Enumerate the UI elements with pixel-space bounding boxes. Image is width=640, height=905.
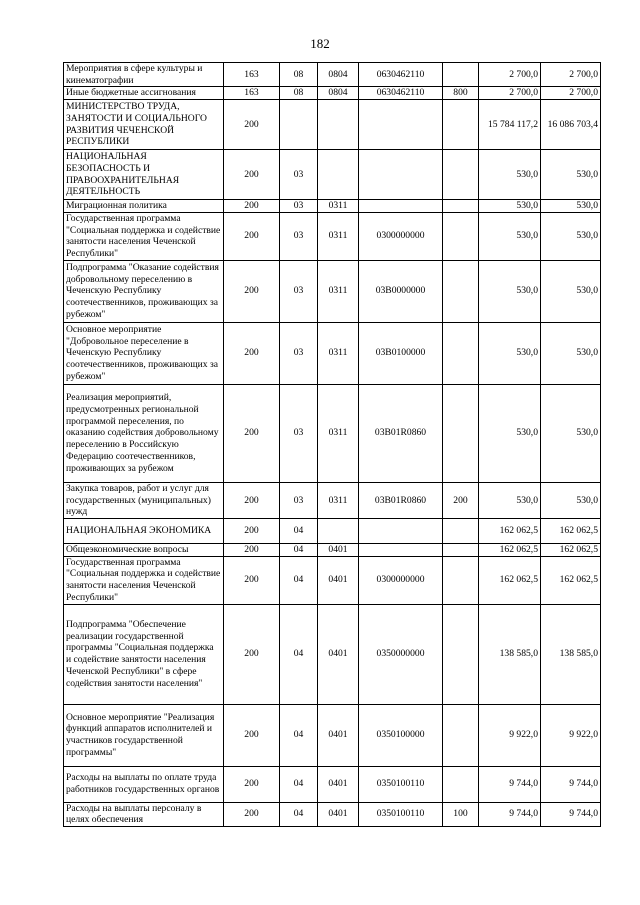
row-name: Государственная программа "Социальная поддержка и содействие занятости населения Чеченской Республики" — [64, 212, 224, 260]
row-amount-year1: 2 700,0 — [479, 87, 541, 100]
row-target-article: 0630462110 — [359, 63, 443, 87]
row-name: Общеэкономические вопросы — [64, 543, 224, 556]
row-grbs: 200 — [224, 604, 280, 704]
row-target-article: 03В01R0860 — [359, 482, 443, 518]
row-section: 03 — [280, 200, 318, 213]
row-amount-year1: 162 062,5 — [479, 556, 541, 604]
row-grbs: 200 — [224, 766, 280, 802]
row-subsection: 0401 — [318, 556, 359, 604]
table-row — [64, 322, 601, 384]
row-name: Подпрограмма "Обеспечение реализации государственной программы "Социальная поддержка и содействие занятости населения Чеченской Республики" в сфере содействия занятости населения" — [64, 604, 224, 704]
row-section: 04 — [280, 766, 318, 802]
row-name: НАЦИОНАЛЬНАЯ ЭКОНОМИКА — [64, 518, 224, 543]
row-section: 03 — [280, 322, 318, 384]
table-row — [64, 150, 601, 200]
row-section: 04 — [280, 543, 318, 556]
row-amount-year2: 530,0 — [541, 212, 601, 260]
row-subsection: 0401 — [318, 766, 359, 802]
row-amount-year1: 9 744,0 — [479, 766, 541, 802]
row-expense-type — [443, 604, 479, 704]
row-amount-year2: 138 585,0 — [541, 604, 601, 704]
row-section: 04 — [280, 704, 318, 766]
row-subsection: 0401 — [318, 604, 359, 704]
row-amount-year2: 530,0 — [541, 150, 601, 200]
row-subsection: 0401 — [318, 802, 359, 826]
row-grbs: 200 — [224, 543, 280, 556]
row-amount-year2: 16 086 703,4 — [541, 100, 601, 150]
table-row — [64, 556, 601, 604]
row-name: Мероприятия в сфере культуры и кинематографии — [64, 63, 224, 87]
table-row — [64, 518, 601, 543]
row-subsection — [318, 518, 359, 543]
row-section: 03 — [280, 482, 318, 518]
row-target-article — [359, 150, 443, 200]
row-grbs: 200 — [224, 212, 280, 260]
row-section: 03 — [280, 260, 318, 322]
row-name: Миграционная политика — [64, 200, 224, 213]
row-section: 03 — [280, 212, 318, 260]
row-amount-year1: 2 700,0 — [479, 63, 541, 87]
row-target-article: 0300000000 — [359, 556, 443, 604]
row-subsection: 0311 — [318, 482, 359, 518]
row-subsection: 0311 — [318, 322, 359, 384]
row-amount-year1: 530,0 — [479, 384, 541, 482]
row-target-article — [359, 518, 443, 543]
row-expense-type — [443, 260, 479, 322]
row-amount-year1: 162 062,5 — [479, 543, 541, 556]
row-expense-type: 800 — [443, 87, 479, 100]
row-amount-year2: 530,0 — [541, 482, 601, 518]
row-expense-type — [443, 322, 479, 384]
row-amount-year1: 530,0 — [479, 212, 541, 260]
row-amount-year2: 530,0 — [541, 384, 601, 482]
table-row — [64, 87, 601, 100]
row-amount-year2: 9 744,0 — [541, 802, 601, 826]
row-target-article — [359, 200, 443, 213]
table-row — [64, 543, 601, 556]
table-row — [64, 260, 601, 322]
row-subsection — [318, 150, 359, 200]
table-row — [64, 604, 601, 704]
row-target-article: 0350100000 — [359, 704, 443, 766]
table-row — [64, 802, 601, 826]
row-grbs: 200 — [224, 260, 280, 322]
row-name: Иные бюджетные ассигнования — [64, 87, 224, 100]
row-grbs: 200 — [224, 150, 280, 200]
row-name: Расходы на выплаты персоналу в целях обеспечения — [64, 802, 224, 826]
row-subsection — [318, 100, 359, 150]
row-subsection: 0401 — [318, 704, 359, 766]
row-amount-year2: 530,0 — [541, 200, 601, 213]
row-name: НАЦИОНАЛЬНАЯ БЕЗОПАСНОСТЬ И ПРАВООХРАНИТЕЛЬНАЯ ДЕЯТЕЛЬНОСТЬ — [64, 150, 224, 200]
row-grbs: 200 — [224, 556, 280, 604]
row-target-article: 03В0000000 — [359, 260, 443, 322]
table-row — [64, 766, 601, 802]
row-expense-type — [443, 384, 479, 482]
row-section: 03 — [280, 150, 318, 200]
table-row — [64, 704, 601, 766]
row-grbs: 200 — [224, 100, 280, 150]
row-amount-year1: 9 922,0 — [479, 704, 541, 766]
row-section: 04 — [280, 802, 318, 826]
row-amount-year2: 530,0 — [541, 322, 601, 384]
row-target-article: 0630462110 — [359, 87, 443, 100]
row-section: 04 — [280, 604, 318, 704]
row-amount-year1: 530,0 — [479, 260, 541, 322]
row-amount-year1: 162 062,5 — [479, 518, 541, 543]
row-subsection: 0804 — [318, 87, 359, 100]
row-name: Расходы на выплаты по оплате труда работников государственных органов — [64, 766, 224, 802]
row-name: МИНИСТЕРСТВО ТРУДА, ЗАНЯТОСТИ И СОЦИАЛЬНОГО РАЗВИТИЯ ЧЕЧЕНСКОЙ РЕСПУБЛИКИ — [64, 100, 224, 150]
row-amount-year1: 9 744,0 — [479, 802, 541, 826]
row-expense-type — [443, 150, 479, 200]
row-expense-type: 100 — [443, 802, 479, 826]
row-amount-year2: 162 062,5 — [541, 556, 601, 604]
row-expense-type — [443, 200, 479, 213]
row-amount-year1: 138 585,0 — [479, 604, 541, 704]
row-section: 08 — [280, 87, 318, 100]
row-target-article: 03В01R0860 — [359, 384, 443, 482]
row-name: Закупка товаров, работ и услуг для государственных (муниципальных) нужд — [64, 482, 224, 518]
table-row — [64, 482, 601, 518]
row-name: Основное мероприятие "Реализация функций аппаратов исполнителей и участников государственной программы" — [64, 704, 224, 766]
row-amount-year2: 162 062,5 — [541, 543, 601, 556]
row-amount-year1: 15 784 117,2 — [479, 100, 541, 150]
row-grbs: 200 — [224, 322, 280, 384]
row-expense-type — [443, 543, 479, 556]
row-grbs: 163 — [224, 63, 280, 87]
row-subsection: 0401 — [318, 543, 359, 556]
table-row — [64, 100, 601, 150]
row-amount-year2: 162 062,5 — [541, 518, 601, 543]
row-target-article: 0350000000 — [359, 604, 443, 704]
table-row — [64, 212, 601, 260]
row-grbs: 200 — [224, 384, 280, 482]
row-amount-year1: 530,0 — [479, 482, 541, 518]
row-section: 08 — [280, 63, 318, 87]
page-number: 182 — [310, 36, 330, 51]
row-expense-type — [443, 766, 479, 802]
row-grbs: 200 — [224, 200, 280, 213]
row-subsection: 0311 — [318, 384, 359, 482]
row-name: Подпрограмма "Оказание содействия добровольному переселению в Чеченскую Республику соотечественников, проживающих за рубежом" — [64, 260, 224, 322]
table-row — [64, 200, 601, 213]
row-expense-type — [443, 212, 479, 260]
row-grbs: 200 — [224, 518, 280, 543]
row-amount-year2: 2 700,0 — [541, 63, 601, 87]
row-grbs: 200 — [224, 482, 280, 518]
budget-table — [63, 62, 601, 827]
row-expense-type — [443, 704, 479, 766]
row-expense-type: 200 — [443, 482, 479, 518]
row-section: 04 — [280, 518, 318, 543]
row-target-article: 0300000000 — [359, 212, 443, 260]
table-row — [64, 63, 601, 87]
row-target-article — [359, 100, 443, 150]
row-amount-year2: 2 700,0 — [541, 87, 601, 100]
row-subsection: 0311 — [318, 260, 359, 322]
row-name: Государственная программа "Социальная поддержка и содействие занятости населения Чеченской Республики" — [64, 556, 224, 604]
row-amount-year1: 530,0 — [479, 322, 541, 384]
row-target-article: 03В0100000 — [359, 322, 443, 384]
row-expense-type — [443, 63, 479, 87]
row-amount-year2: 9 922,0 — [541, 704, 601, 766]
row-section: 03 — [280, 384, 318, 482]
row-expense-type — [443, 556, 479, 604]
row-grbs: 200 — [224, 704, 280, 766]
row-name: Основное мероприятие "Добровольное переселение в Чеченскую Республику соотечественников, проживающих за рубежом" — [64, 322, 224, 384]
row-subsection: 0311 — [318, 212, 359, 260]
row-expense-type — [443, 100, 479, 150]
row-amount-year2: 9 744,0 — [541, 766, 601, 802]
row-subsection: 0311 — [318, 200, 359, 213]
table-row — [64, 384, 601, 482]
row-name: Реализация мероприятий, предусмотренных региональной программой переселения, по оказанию содействия добровольному переселению в Российскую Федерацию соотечественников, проживающих за рубежом — [64, 384, 224, 482]
row-amount-year1: 530,0 — [479, 200, 541, 213]
row-target-article: 0350100110 — [359, 766, 443, 802]
row-grbs: 163 — [224, 87, 280, 100]
row-subsection: 0804 — [318, 63, 359, 87]
row-target-article: 0350100110 — [359, 802, 443, 826]
row-target-article — [359, 543, 443, 556]
row-section — [280, 100, 318, 150]
row-section: 04 — [280, 556, 318, 604]
row-amount-year2: 530,0 — [541, 260, 601, 322]
row-grbs: 200 — [224, 802, 280, 826]
row-amount-year1: 530,0 — [479, 150, 541, 200]
row-expense-type — [443, 518, 479, 543]
